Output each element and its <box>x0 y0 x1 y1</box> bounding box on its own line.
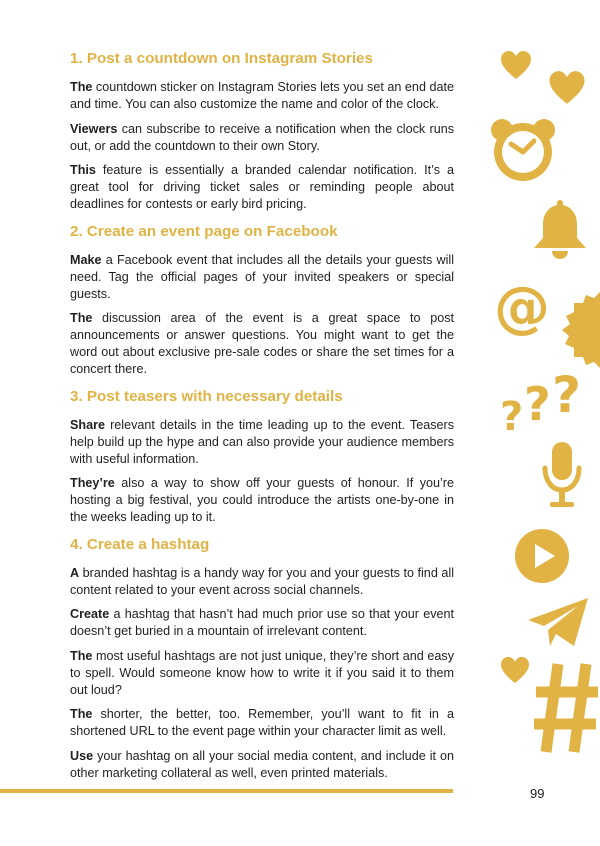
svg-text:?: ? <box>500 394 524 436</box>
svg-text:@: @ <box>494 278 550 338</box>
paragraph: Share relevant details in the time leading up to the event. Teasers help build up the hype and can also provide your audience members with useful information. <box>70 417 454 466</box>
hashtag-icon <box>532 660 600 756</box>
paragraph: Make a Facebook event that includes all the details your guests will need. Tag the official pages of your invited speakers or special guests. <box>70 252 454 301</box>
section-facebook-event <box>70 221 454 379</box>
heart-icon <box>548 70 586 105</box>
paragraph: This feature is essentially a branded calendar notification. It’s a great tool for driving ticket sales or reminding people about deadlines for contests or early bird pricing. <box>70 163 454 211</box>
microphone-icon <box>540 440 584 510</box>
section-teasers <box>70 386 454 527</box>
svg-text:?: ? <box>552 370 582 424</box>
svg-text:?: ? <box>524 377 551 431</box>
section-instagram-countdown <box>70 48 454 213</box>
paragraph: The discussion area of the event is a great space to post announcements or answer questions. You might want to get the word out about exclusive pre-sale codes or share the set times for a concert there. <box>70 311 454 376</box>
question-marks-icon <box>498 370 586 436</box>
badge-icon <box>556 290 600 372</box>
heart-icon <box>500 50 532 80</box>
paragraph: Create a hashtag that hasn’t had much prior use so that your event doesn’t get buried in a mountain of irrelevant content. <box>70 607 454 638</box>
article-body <box>70 48 454 789</box>
section-heading: 4. Create a hashtag <box>70 535 210 553</box>
paragraph: They’re also a way to show off your guests of honour. If you’re hosting a big festival, you could introduce the artists one-by-one in the weeks leading up to it. <box>70 476 454 524</box>
page-number: 99 <box>530 786 545 801</box>
play-icon <box>514 528 570 584</box>
section-heading: 2. Create an event page on Facebook <box>70 222 338 240</box>
paragraph: The shorter, the better, too. Remember, you’ll want to fit in a shortened URL to the event page within your character limit as well. <box>70 707 454 738</box>
bell-icon <box>528 198 592 260</box>
paragraph: Viewers can subscribe to receive a notification when the clock runs out, or add the countdown to their own Story. <box>70 121 454 153</box>
heart-icon <box>500 656 530 684</box>
footer-rule <box>0 789 453 793</box>
section-heading: 1. Post a countdown on Instagram Stories <box>70 50 373 67</box>
section-hashtag <box>70 534 454 782</box>
section-heading: 3. Post teasers with necessary details <box>70 387 343 405</box>
alarm-clock-icon <box>488 114 558 186</box>
at-sign-icon <box>492 278 552 338</box>
paragraph: A branded hashtag is a handy way for you and your guests to find all content related to your event across social channels. <box>70 565 454 597</box>
paper-plane-icon <box>526 596 590 648</box>
paragraph: Use your hashtag on all your social media content, and include it on other marketing collateral as well, even printed materials. <box>70 748 454 780</box>
paragraph: The countdown sticker on Instagram Stories lets you set an end date and time. You can also customize the name and color of the clock. <box>70 80 454 111</box>
paragraph: The most useful hashtags are not just unique, they’re short and easy to spell. Would someone know how to write it if you said it to them out loud? <box>70 648 454 697</box>
